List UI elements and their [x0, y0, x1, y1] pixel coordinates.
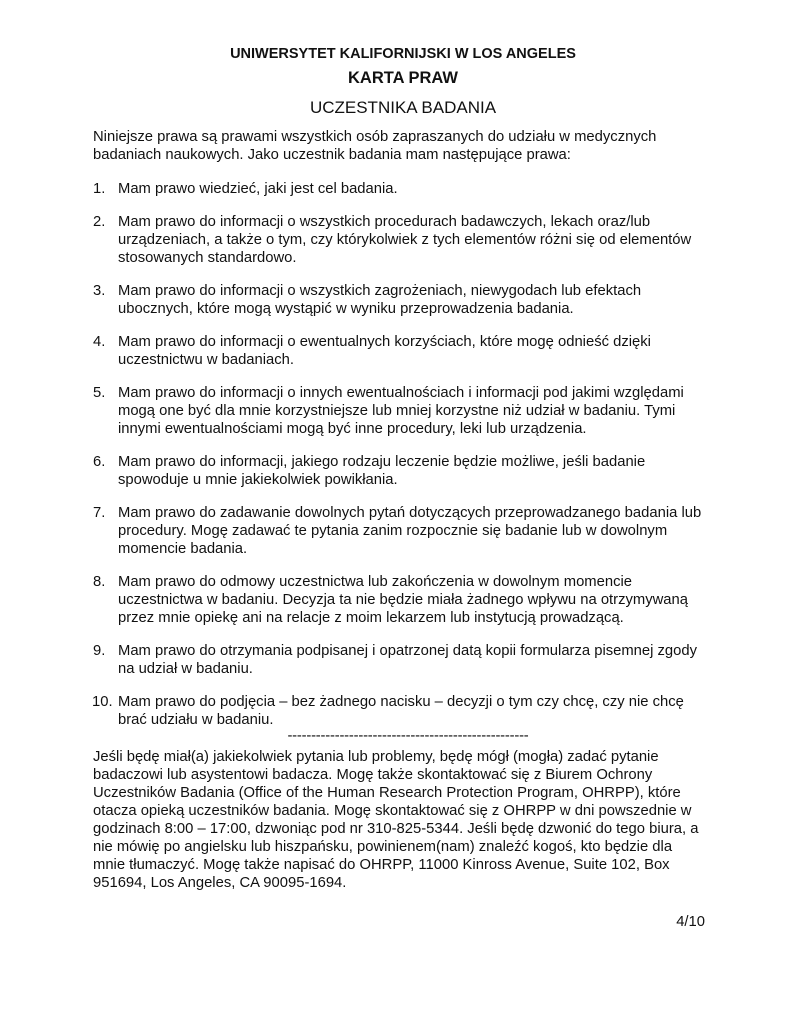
right-number: 9.: [93, 643, 106, 659]
document-title: KARTA PRAW: [348, 69, 458, 87]
right-number: 2.: [93, 214, 106, 230]
right-number: 6.: [93, 454, 106, 470]
university-name: UNIWERSYTET KALIFORNIJSKI W LOS ANGELES: [230, 46, 576, 62]
right-number: 10.: [92, 694, 113, 710]
right-text: Mam prawo do informacji o innych ewentualnościach i informacji pod jakimi względami mogą one być dla mnie korzystniejsze lub mniej korzystne niż udział w badaniu. Tymi innymi ewentualnościami mogą być inne procedury, leki lub urządzenia.: [118, 385, 684, 437]
right-number: 5.: [93, 385, 106, 401]
right-item-6: [93, 453, 705, 489]
document-subtitle: UCZESTNIKA BADANIA: [309, 98, 497, 117]
right-item-8: [93, 573, 705, 627]
right-item-7: [93, 504, 705, 558]
right-item-10: [93, 693, 705, 729]
right-number: 7.: [93, 505, 106, 521]
right-text: Mam prawo do odmowy uczestnictwa lub zakończenia w dowolnym momencie uczestnictwa w badaniu. Decyzja ta nie będzie miała żadnego wpływu na otrzymywaną przez mnie opiekę ani na relacje z moim lekarzem lub instytucją prowadzącą.: [118, 574, 688, 626]
right-number: 8.: [93, 574, 106, 590]
document-page: [93, 44, 705, 892]
right-item-9: [93, 642, 705, 678]
right-number: 1.: [93, 181, 106, 197]
rights-list: [93, 180, 705, 729]
right-text: Mam prawo do informacji o wszystkich zagrożeniach, niewygodach lub efektach ubocznych, które mogą wystąpić w wyniku przeprowadzenia badania.: [118, 283, 642, 317]
contact-paragraph: Jeśli będę miał(a) jakiekolwiek pytania lub problemy, będę mógł (mogła) zadać pytanie badaczowi lub asystentowi badacza. Mogę także skontaktować się z Biurem Ochrony Uczestników Badania (Office of the Human Research Protection Program, OHRPP), które otacza opieką uczestników badania. Mogę skontaktować się z OHRPP w dni powszednie w godzinach 8:00 – 17:00, dzwoniąc pod nr 310-825-5344. Jeśli będę dzwonić do tego biura, a nie mówię po angielsku lub hiszpańsku, powinienem(nam) znaleźć kogoś, kto będzie dla mnie tłumaczyć. Mogę także napisać do OHRPP, 11000 Kinross Avenue, Suite 102, Box 951694, Los Angeles, CA 90095-1694.: [93, 749, 699, 891]
right-text: Mam prawo do informacji o wszystkich procedurach badawczych, lekach oraz/lub urządzeniach, a także o tym, czy którykolwiek z tych elementów różni się od elementów stosowanych standardowo.: [118, 214, 692, 266]
right-text: Mam prawo do zadawanie dowolnych pytań dotyczących przeprowadzanego badania lub procedury. Mogę zadawać te pytania zanim rozpocznie się badanie lub w dowolnym momencie badania.: [118, 505, 702, 557]
intro-paragraph: Niniejsze prawa są prawami wszystkich osób zapraszanych do udziału w medycznych badaniach naukowych. Jako uczestnik badania mam następujące prawa:: [93, 129, 657, 163]
right-text: Mam prawo do informacji o ewentualnych korzyściach, które mogę odnieść dzięki uczestnictwu w badaniach.: [118, 334, 651, 368]
right-item-4: [93, 333, 705, 369]
section-separator: ---------------------------------------------------: [287, 728, 529, 744]
right-text: Mam prawo do otrzymania podpisanej i opatrzonej datą kopii formularza pisemnej zgody na udział w badaniu.: [118, 643, 698, 677]
right-text: Mam prawo do informacji, jakiego rodzaju leczenie będzie możliwe, jeśli badanie spowoduje u mnie jakiekolwiek powikłania.: [118, 454, 646, 488]
right-number: 4.: [93, 334, 106, 350]
right-item-1: [93, 180, 705, 198]
right-item-5: [93, 384, 705, 438]
right-text: Mam prawo do podjęcia – bez żadnego nacisku – decyzji o tym czy chcę, czy nie chcę brać udziału w badaniu.: [118, 694, 684, 728]
right-text: Mam prawo wiedzieć, jaki jest cel badania.: [118, 181, 398, 197]
right-number: 3.: [93, 283, 106, 299]
page-number: 4/10: [676, 914, 705, 930]
right-item-3: [93, 282, 705, 318]
right-item-2: [93, 213, 705, 267]
